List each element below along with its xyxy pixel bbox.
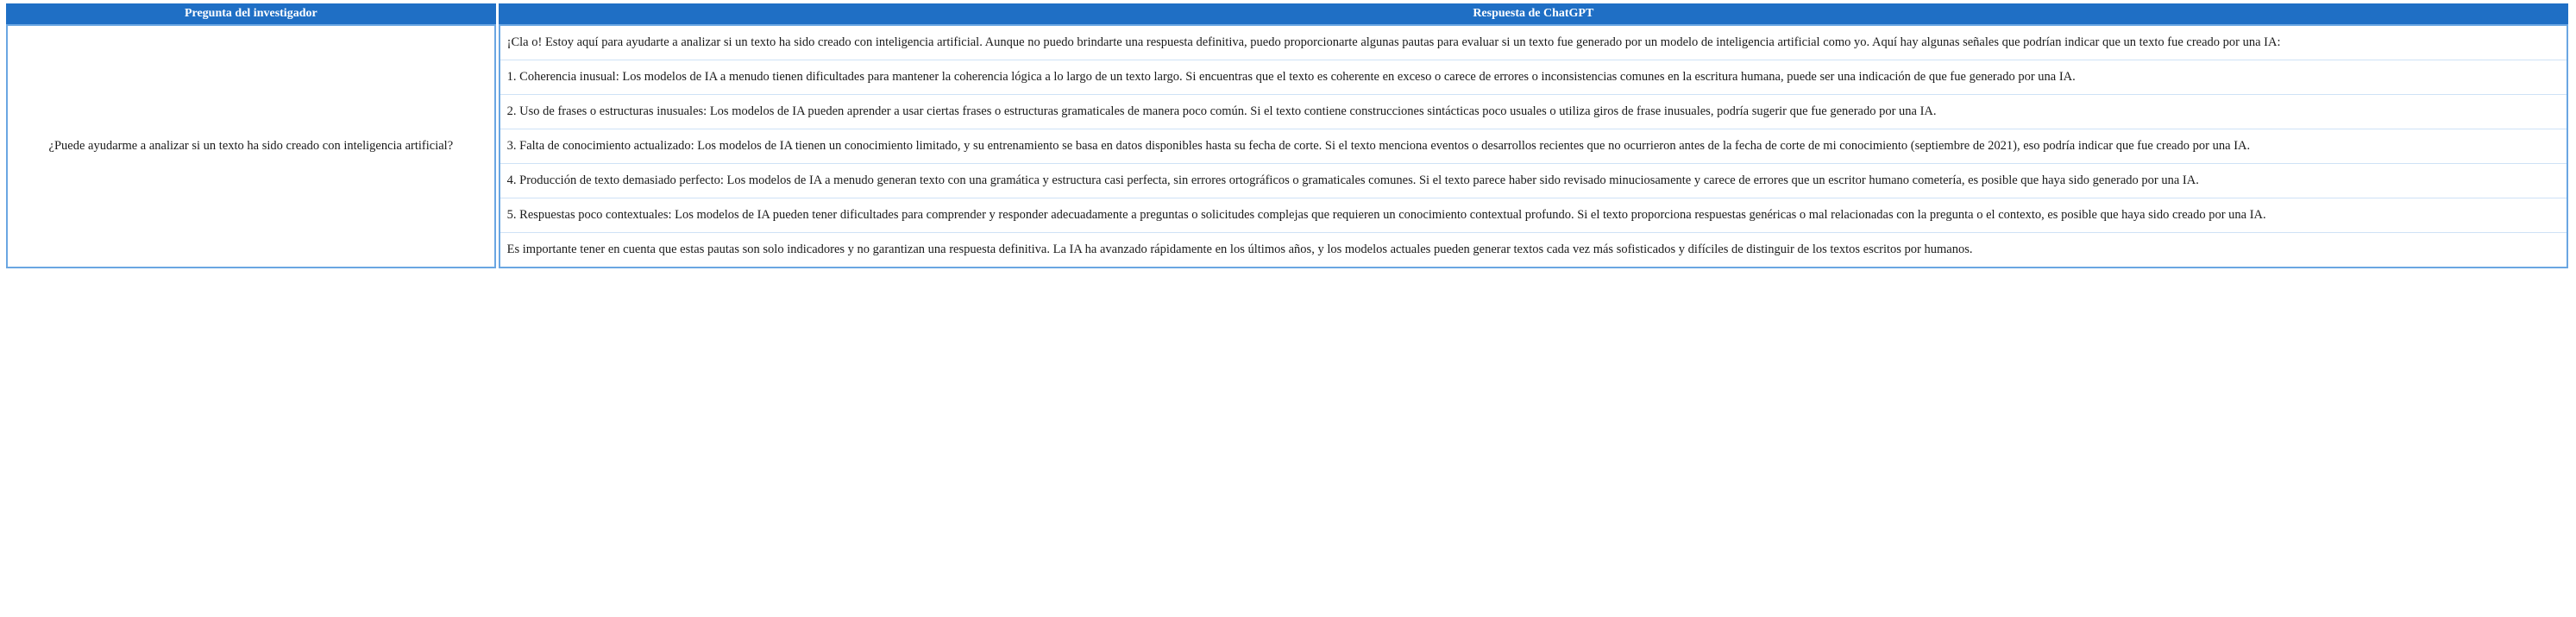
answer-point-3: 3. Falta de conocimiento actualizado: Los modelos de IA tienen un conocimiento limitado, y su entrenamiento se basa en datos disponibles hasta su fecha de corte. Si el texto menciona eventos o desarrollos recientes que no ocurrieron antes de la fecha de corte de mi conocimiento (septiembre de 2021), eso podría indicar que fue creado por una IA. bbox=[500, 129, 2567, 164]
answer-column-header: Respuesta de ChatGPT bbox=[499, 3, 2568, 24]
answer-cell bbox=[499, 24, 2568, 268]
answer-conclusion: Es importante tener en cuenta que estas pautas son solo indicadores y no garantizan una respuesta definitiva. La IA ha avanzado rápidamente en los últimos años, y los modelos actuales pueden generar textos cada vez más sofisticados y difíciles de distinguir de los textos escritos por humanos. bbox=[506, 242, 1973, 256]
answer-point-2: 2. Uso de frases o estructuras inusuales: Los modelos de IA pueden aprender a usar ciertas frases o estructuras gramaticales de manera poco común. Si el texto contiene construcciones sintácticas poco usuales o utiliza giros de frase inusuales, podría sugerir que fue generado por una IA. bbox=[500, 95, 2567, 129]
answer-intro: ¡Cla o! Estoy aquí para ayudarte a analizar si un texto ha sido creado con inteligencia artificial. Aunque no puedo brindarte una respuesta definitiva, puedo proporcionarte algunas pautas para evaluar si un texto fue generado por un modelo de inteligencia artificial como yo. Aquí hay algunas señales que podrían indicar que un texto fue creado por una IA: bbox=[500, 26, 2567, 60]
answer-point-4: 4. Producción de texto demasiado perfecto: Los modelos de IA a menudo generan texto con una gramática y estructura casi perfecta, sin errores ortográficos o gramaticales comunes. Si el texto parece haber sido revisado minuciosamente y carece de errores que un escritor humano cometería, es posible que haya sido generado por una IA. bbox=[500, 164, 2567, 198]
header-row bbox=[6, 3, 2568, 24]
answer-point-1: 1. Coherencia inusual: Los modelos de IA a menudo tienen dificultades para mantener la coherencia lógica a lo largo de un texto largo. Si encuentras que el texto es coherente en exceso o carece de errores o inconsistencias comunes en la escritura humana, puede ser una indicación de que fue generado por una IA. bbox=[500, 60, 2567, 95]
question-cell: ¿Puede ayudarme a analizar si un texto ha sido creado con inteligencia artificial? bbox=[6, 24, 496, 268]
table-row bbox=[6, 24, 2568, 268]
question-column-header: Pregunta del investigador bbox=[6, 3, 496, 24]
answer-point-5: 5. Respuestas poco contextuales: Los modelos de IA pueden tener dificultades para comprender y responder adecuadamente a preguntas o solicitudes complejas que requieren un conocimiento contextual profundo. Si el texto proporciona respuestas genéricas o mal relacionadas con la pregunta o el contexto, es posible que haya sido creado por una IA. bbox=[500, 198, 2567, 233]
qa-table bbox=[3, 3, 2571, 268]
